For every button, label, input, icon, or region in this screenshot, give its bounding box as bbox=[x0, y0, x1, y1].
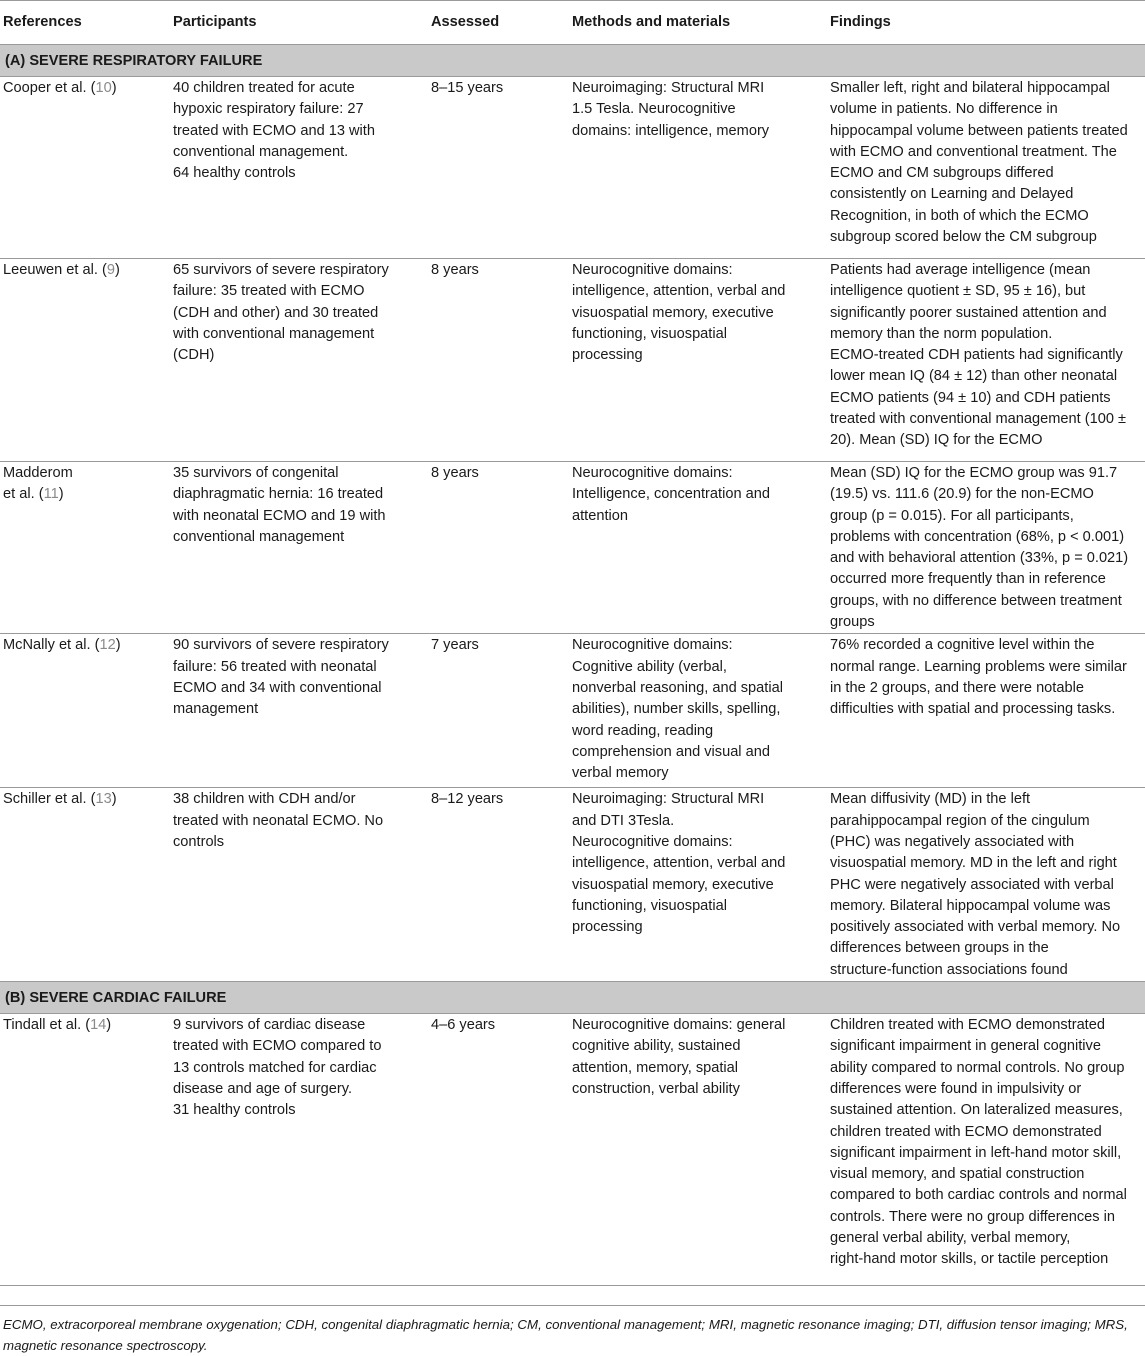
cell-methods-line: intelligence, attention, verbal and bbox=[572, 855, 786, 872]
cell-participants-line: (CDH) bbox=[173, 347, 215, 364]
cell-findings-line: Patients had average intelligence (mean bbox=[830, 262, 1091, 278]
cell-participants-line: management bbox=[173, 701, 259, 718]
cell-assessed: 8 years bbox=[424, 259, 565, 462]
header-findings: Findings bbox=[823, 1, 1145, 45]
table-row bbox=[0, 788, 1145, 982]
citation-link[interactable]: 9 bbox=[106, 262, 115, 278]
cell-findings-line: significant impairment in left-hand motor skill, bbox=[830, 1144, 1122, 1161]
cell-findings-line: occurred more frequently than in reference bbox=[830, 571, 1106, 588]
cell-findings bbox=[823, 77, 1145, 259]
cell-findings-line: PHC were negatively associated with verbal bbox=[830, 876, 1114, 893]
cell-findings-line: memory. Bilateral hippocampal volume was bbox=[830, 897, 1111, 914]
cell-methods-line: word reading, reading bbox=[572, 722, 714, 739]
cell-methods-line: attention bbox=[572, 507, 628, 524]
cell-findings bbox=[823, 259, 1145, 462]
cell-methods bbox=[565, 462, 823, 634]
citation-close: ) bbox=[58, 486, 64, 503]
cell-methods-line: processing bbox=[572, 919, 643, 936]
cell-methods-line: functioning, visuospatial bbox=[572, 897, 727, 914]
cell-findings-line: volume in patients. No difference in bbox=[830, 101, 1058, 118]
cell-methods bbox=[565, 259, 823, 462]
cell-findings-line: treated with conventional management (100 ± bbox=[830, 411, 1127, 428]
header-assessed: Assessed bbox=[424, 1, 565, 45]
cell-findings-line: sustained attention. On lateralized measures, bbox=[830, 1102, 1123, 1119]
cell-findings-line: positively associated with verbal memory. No bbox=[830, 919, 1121, 936]
cell-participants-line: failure: 56 treated with neonatal bbox=[173, 658, 377, 675]
cell-findings-line: intelligence quotient ± SD, 95 ± 16), but bbox=[830, 283, 1086, 300]
table-row bbox=[0, 1014, 1145, 1286]
section-header-row bbox=[0, 982, 1145, 1014]
cell-participants-line: hypoxic respiratory failure: 27 bbox=[173, 101, 364, 118]
cell-findings-line: controls. There were no group differences in bbox=[830, 1208, 1116, 1225]
section-title: (B) SEVERE CARDIAC FAILURE bbox=[0, 982, 1145, 1014]
cell-findings-line: structure-function associations found bbox=[830, 961, 1068, 978]
reference-author: Leeuwen et al. ( bbox=[3, 262, 107, 278]
cell-findings-line: hippocampal volume between patients treated bbox=[830, 122, 1128, 139]
cell-findings-line: Mean (SD) IQ for the ECMO group was 91.7 bbox=[830, 465, 1118, 481]
cell-participants-line: controls bbox=[173, 833, 225, 850]
cell-findings-line: ECMO and CM subgroups differed bbox=[830, 165, 1054, 182]
cell-findings-line: differences between groups in the bbox=[830, 940, 1049, 957]
cell-findings bbox=[823, 1014, 1145, 1286]
table-row bbox=[0, 259, 1145, 462]
cell-methods bbox=[565, 1014, 823, 1286]
cell-assessed: 8 years bbox=[424, 462, 565, 634]
cell-reference bbox=[0, 788, 166, 982]
cell-methods bbox=[565, 788, 823, 982]
cell-findings-line: visual memory, and spatial construction bbox=[830, 1166, 1085, 1183]
cell-methods-line: verbal memory bbox=[572, 765, 669, 782]
cell-participants-line: (CDH and other) and 30 treated bbox=[173, 304, 379, 321]
citation-link[interactable]: 14 bbox=[90, 1017, 107, 1034]
citation-close: ) bbox=[111, 791, 117, 808]
cell-assessed: 8–15 years bbox=[424, 77, 565, 259]
cell-participants bbox=[166, 462, 424, 634]
cell-reference bbox=[0, 462, 166, 634]
cell-participants-line: 9 survivors of cardiac disease bbox=[173, 1017, 366, 1034]
cell-findings-line: right-hand motor skills, or tactile perception bbox=[830, 1251, 1109, 1268]
table-row bbox=[0, 634, 1145, 788]
cell-methods-line: construction, verbal ability bbox=[572, 1080, 740, 1097]
table-row bbox=[0, 77, 1145, 259]
cell-findings-line: significantly poorer sustained attention and bbox=[830, 304, 1107, 321]
reference-author: Schiller et al. ( bbox=[3, 791, 96, 808]
reference-line bbox=[3, 484, 162, 505]
cell-participants-line: 40 children treated for acute bbox=[173, 80, 355, 96]
cell-methods-line: nonverbal reasoning, and spatial bbox=[572, 679, 783, 696]
cell-findings-line: 76% recorded a cognitive level within the bbox=[830, 637, 1095, 654]
cell-findings-line: with ECMO and conventional treatment. The bbox=[830, 143, 1117, 160]
cell-findings bbox=[823, 788, 1145, 982]
section-title: (A) SEVERE RESPIRATORY FAILURE bbox=[0, 45, 1145, 77]
cell-findings-line: lower mean IQ (84 ± 12) than other neonatal bbox=[830, 368, 1118, 385]
cell-participants-line: 35 survivors of congenital bbox=[173, 465, 339, 481]
cell-findings-line: and with behavioral attention (33%, p = 0.021) bbox=[830, 550, 1129, 567]
citation-link[interactable]: 10 bbox=[95, 80, 112, 96]
cell-participants-line: disease and age of surgery. bbox=[173, 1080, 353, 1097]
cell-participants bbox=[166, 259, 424, 462]
cell-methods-line: Neurocognitive domains: general bbox=[572, 1017, 786, 1034]
citation-close: ) bbox=[114, 262, 120, 278]
cell-methods-line: Neuroimaging: Structural MRI bbox=[572, 791, 765, 808]
reference-line bbox=[3, 1015, 162, 1036]
cell-methods-line: and DTI 3Tesla. bbox=[572, 812, 675, 829]
cell-participants bbox=[166, 634, 424, 788]
reference-line bbox=[3, 635, 162, 656]
cell-findings-line: ECMO-treated CDH patients had significantly bbox=[830, 347, 1123, 364]
citation-close: ) bbox=[106, 1017, 112, 1034]
cell-findings-line: in the 2 groups, and there were notable bbox=[830, 679, 1084, 696]
cell-methods-line: Intelligence, concentration and bbox=[572, 486, 770, 503]
cell-methods bbox=[565, 77, 823, 259]
cell-methods-line: intelligence, attention, verbal and bbox=[572, 283, 786, 300]
cell-participants-line: treated with neonatal ECMO. No bbox=[173, 812, 384, 829]
cell-methods-line: comprehension and visual and bbox=[572, 743, 770, 760]
table-body bbox=[0, 45, 1145, 1286]
reference-author: Madderom bbox=[3, 465, 73, 481]
table-bottom-rule bbox=[0, 1305, 1145, 1306]
cell-methods-line: visuospatial memory, executive bbox=[572, 876, 774, 893]
cell-assessed: 7 years bbox=[424, 634, 565, 788]
cell-participants-line: 38 children with CDH and/or bbox=[173, 791, 356, 808]
citation-link[interactable]: 12 bbox=[99, 637, 116, 654]
cell-findings-line: groups, with no difference between treatment bbox=[830, 592, 1122, 609]
reference-author-cont: et al. ( bbox=[3, 486, 44, 503]
cell-findings-line: problems with concentration (68%, p < 0.001) bbox=[830, 528, 1125, 545]
cell-findings-line: consistently on Learning and Delayed bbox=[830, 186, 1074, 203]
cell-methods-line: 1.5 Tesla. Neurocognitive bbox=[572, 101, 736, 118]
cell-methods-line: Neurocognitive domains: bbox=[572, 465, 733, 481]
cell-participants bbox=[166, 1014, 424, 1286]
cell-findings-line: ability compared to normal controls. No group bbox=[830, 1059, 1125, 1076]
cell-participants-line: 90 survivors of severe respiratory bbox=[173, 637, 389, 654]
cell-findings-line: (19.5) vs. 111.6 (20.9) for the non-ECMO bbox=[830, 486, 1094, 503]
cell-methods-line: Cognitive ability (verbal, bbox=[572, 658, 727, 675]
cell-findings-line: group (p = 0.015). For all participants, bbox=[830, 507, 1074, 524]
cell-participants-line: 31 healthy controls bbox=[173, 1102, 296, 1119]
cell-findings-line: compared to both cardiac controls and normal bbox=[830, 1187, 1127, 1204]
cell-participants-line: conventional management bbox=[173, 528, 345, 545]
reference-line bbox=[3, 78, 162, 99]
cell-methods-line: Neuroimaging: Structural MRI bbox=[572, 80, 765, 96]
cell-methods-line: domains: intelligence, memory bbox=[572, 122, 770, 139]
cell-methods-line: processing bbox=[572, 347, 643, 364]
header-participants: Participants bbox=[166, 1, 424, 45]
cell-findings-line: Smaller left, right and bilateral hippocampal bbox=[830, 80, 1110, 96]
table-header bbox=[0, 1, 1145, 45]
cell-findings-line: ECMO patients (94 ± 10) and CDH patients bbox=[830, 389, 1111, 406]
reference-line bbox=[3, 789, 162, 810]
cell-findings-line: 20). Mean (SD) IQ for the ECMO bbox=[830, 432, 1043, 449]
reference-line bbox=[3, 260, 162, 281]
section-header-row bbox=[0, 45, 1145, 77]
cell-methods-line: functioning, visuospatial bbox=[572, 325, 727, 342]
cell-participants-line: failure: 35 treated with ECMO bbox=[173, 283, 365, 300]
cell-methods-line: cognitive ability, sustained bbox=[572, 1038, 741, 1055]
cell-methods-line: abilities), number skills, spelling, bbox=[572, 701, 781, 718]
cell-findings-line: memory than the norm population. bbox=[830, 325, 1053, 342]
cell-reference bbox=[0, 1014, 166, 1286]
cell-participants-line: 65 survivors of severe respiratory bbox=[173, 262, 389, 278]
cell-participants-line: treated with ECMO and 13 with bbox=[173, 122, 375, 139]
cell-participants bbox=[166, 77, 424, 259]
citation-close: ) bbox=[115, 637, 121, 654]
header-methods: Methods and materials bbox=[565, 1, 823, 45]
cell-assessed: 4–6 years bbox=[424, 1014, 565, 1286]
cell-participants-line: with conventional management bbox=[173, 325, 375, 342]
cell-participants-line: 64 healthy controls bbox=[173, 165, 296, 182]
cell-findings-line: difficulties with spatial and processing tasks. bbox=[830, 701, 1116, 718]
cell-findings-line: general verbal ability, verbal memory, bbox=[830, 1230, 1071, 1247]
cell-reference bbox=[0, 259, 166, 462]
cell-findings-line: children treated with ECMO demonstrated bbox=[830, 1123, 1102, 1140]
cell-findings bbox=[823, 462, 1145, 634]
cell-findings-line: groups bbox=[830, 614, 875, 631]
cell-findings-line: differences were found in impulsivity or bbox=[830, 1080, 1082, 1097]
cell-methods-line: Neurocognitive domains: bbox=[572, 637, 733, 654]
cell-findings-line: visuospatial memory. MD in the left and right bbox=[830, 855, 1117, 872]
cell-findings-line: significant impairment in general cognitive bbox=[830, 1038, 1101, 1055]
cell-participants-line: with neonatal ECMO and 19 with bbox=[173, 507, 386, 524]
cell-findings-line: normal range. Learning problems were similar bbox=[830, 658, 1127, 675]
citation-link[interactable]: 13 bbox=[95, 791, 112, 808]
cell-participants-line: conventional management. bbox=[173, 143, 349, 160]
cell-methods-line: Neurocognitive domains: bbox=[572, 833, 733, 850]
cell-findings-line: subgroup scored below the CM subgroup bbox=[830, 229, 1097, 246]
cell-participants-line: 13 controls matched for cardiac bbox=[173, 1059, 377, 1076]
cell-findings-line: Recognition, in both of which the ECMO bbox=[830, 207, 1089, 224]
table-footnote: ECMO, extracorporeal membrane oxygenation; CDH, congenital diaphragmatic hernia; CM, conventional management; MRI, magnetic resonance imaging; DTI, diffusion tensor imaging; MRS, magnetic resonance spectroscopy. bbox=[3, 1317, 1128, 1353]
cell-methods-line: Neurocognitive domains: bbox=[572, 262, 733, 278]
cell-findings-line: parahippocampal region of the cingulum bbox=[830, 812, 1090, 829]
cell-reference bbox=[0, 77, 166, 259]
cell-participants bbox=[166, 788, 424, 982]
table-row bbox=[0, 462, 1145, 634]
reference-author: Tindall et al. ( bbox=[3, 1017, 91, 1034]
cell-assessed: 8–12 years bbox=[424, 788, 565, 982]
cell-methods-line: visuospatial memory, executive bbox=[572, 304, 774, 321]
cell-findings-line: Children treated with ECMO demonstrated bbox=[830, 1017, 1105, 1034]
reference-author: Cooper et al. ( bbox=[3, 80, 96, 96]
cell-methods-line: attention, memory, spatial bbox=[572, 1059, 739, 1076]
cell-methods bbox=[565, 634, 823, 788]
header-references: References bbox=[0, 1, 166, 45]
cell-participants-line: ECMO and 34 with conventional bbox=[173, 679, 382, 696]
cell-findings-line: (PHC) was negatively associated with bbox=[830, 833, 1075, 850]
cell-reference bbox=[0, 634, 166, 788]
cell-participants-line: treated with ECMO compared to bbox=[173, 1038, 382, 1055]
reference-author: McNally et al. ( bbox=[3, 637, 100, 654]
cell-findings-line: Mean diffusivity (MD) in the left bbox=[830, 791, 1031, 808]
cell-participants-line: diaphragmatic hernia: 16 treated bbox=[173, 486, 384, 503]
cell-findings bbox=[823, 634, 1145, 788]
citation-close: ) bbox=[111, 80, 117, 96]
citation-link[interactable]: 11 bbox=[43, 486, 59, 503]
